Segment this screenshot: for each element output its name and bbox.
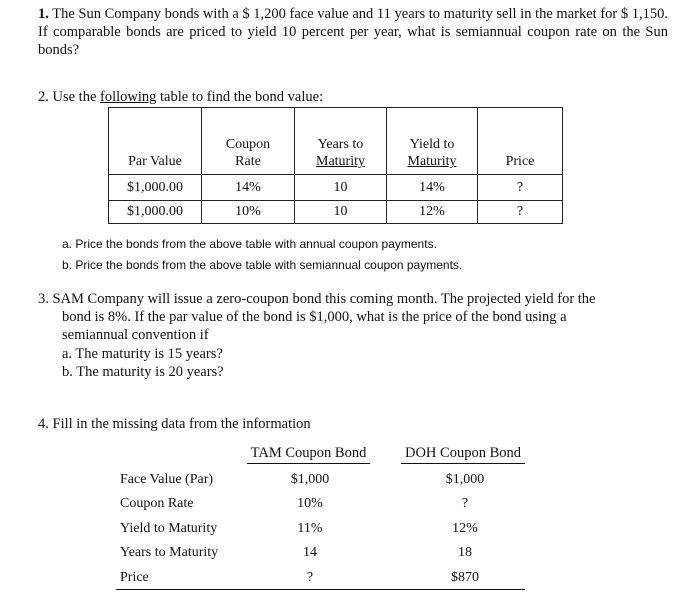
table-row bbox=[109, 175, 563, 201]
question-1-text: The Sun Company bonds with a $ 1,200 face value and 11 years to maturity sell in the market for $ 1,150. If comparable bonds are priced to yield 10 percent per year, what is semiannual coupon rate on the Sun bonds? bbox=[38, 6, 668, 58]
question-3-line3: semiannual convention if bbox=[62, 327, 209, 343]
tam-years: 14 bbox=[303, 545, 317, 560]
doh-price: $870 bbox=[451, 570, 479, 585]
tam-yield: 11% bbox=[297, 521, 323, 536]
header-coupon-rate bbox=[202, 108, 295, 175]
cell-yield: 14% bbox=[387, 175, 478, 201]
cell-par: $1,000.00 bbox=[109, 175, 202, 201]
question-1-number: 1. bbox=[38, 6, 49, 22]
question-3-item-b: b. The maturity is 20 years? bbox=[62, 364, 224, 380]
header-years-line1: Years to bbox=[317, 137, 364, 152]
question-3 bbox=[38, 290, 638, 344]
tam-price: ? bbox=[306, 570, 314, 585]
cell-yield: 12% bbox=[387, 201, 478, 224]
row-label-yield: Yield to Maturity bbox=[120, 521, 218, 536]
question-3-item-a: a. The maturity is 15 years? bbox=[62, 346, 223, 362]
row-label-years: Years to Maturity bbox=[120, 545, 219, 560]
question-2-sub-b: b. Price the bonds from the above table with semiannual coupon payments. bbox=[62, 258, 463, 272]
header-yield-line2: Maturity bbox=[407, 154, 457, 169]
cell-coupon: 10% bbox=[202, 201, 295, 224]
header-yield-line1: Yield to bbox=[409, 137, 455, 152]
doh-coupon-rate: ? bbox=[461, 496, 469, 511]
bond-table-header bbox=[109, 108, 563, 175]
header-coupon-line1: Coupon bbox=[225, 137, 271, 152]
header-par-value-text: Par Value bbox=[128, 154, 182, 169]
header-coupon-line2: Rate bbox=[235, 154, 261, 169]
cell-par: $1,000.00 bbox=[109, 201, 202, 224]
header-years-line2: Maturity bbox=[316, 154, 365, 169]
question-4-title: 4. Fill in the missing data from the information bbox=[38, 416, 311, 432]
header-years-to-maturity bbox=[295, 108, 387, 175]
cell-price: ? bbox=[478, 175, 563, 201]
table-bottom-rule bbox=[116, 589, 525, 590]
question-2-title bbox=[38, 89, 323, 106]
header-price-text: Price bbox=[505, 154, 535, 169]
bond-table bbox=[108, 107, 563, 224]
column-header-doh: DOH Coupon Bond bbox=[401, 445, 525, 464]
question-2-underlined: following bbox=[100, 89, 157, 105]
row-label-face-value: Face Value (Par) bbox=[120, 472, 214, 487]
row-label-price: Price bbox=[120, 570, 149, 585]
tam-coupon-rate: 10% bbox=[297, 496, 323, 511]
header-par-value bbox=[109, 108, 202, 175]
question-3-line1: 3. SAM Company will issue a zero-coupon bond this coming month. The projected yield for the bbox=[38, 291, 596, 307]
doh-face-value: $1,000 bbox=[445, 472, 485, 487]
question-3-line2: bond is 8%. If the par value of the bond is $1,000, what is the price of the bond using a bbox=[62, 309, 567, 325]
question-2-prefix: 2. Use the bbox=[38, 89, 101, 105]
cell-price: ? bbox=[478, 201, 563, 224]
doh-yield: 12% bbox=[452, 521, 478, 536]
column-header-tam: TAM Coupon Bond bbox=[247, 445, 370, 464]
tam-face-value: $1,000 bbox=[290, 472, 330, 487]
table-row bbox=[109, 201, 563, 224]
header-price bbox=[478, 108, 563, 175]
cell-years: 10 bbox=[295, 201, 387, 224]
cell-years: 10 bbox=[295, 175, 387, 201]
question-2-suffix: table to find the bond value: bbox=[156, 89, 324, 105]
row-label-coupon-rate: Coupon Rate bbox=[120, 496, 194, 511]
question-1 bbox=[38, 5, 668, 59]
question-2-sub-a: a. Price the bonds from the above table with annual coupon payments. bbox=[62, 237, 437, 251]
doh-years: 18 bbox=[458, 545, 472, 560]
header-yield-to-maturity bbox=[387, 108, 478, 175]
cell-coupon: 14% bbox=[202, 175, 295, 201]
